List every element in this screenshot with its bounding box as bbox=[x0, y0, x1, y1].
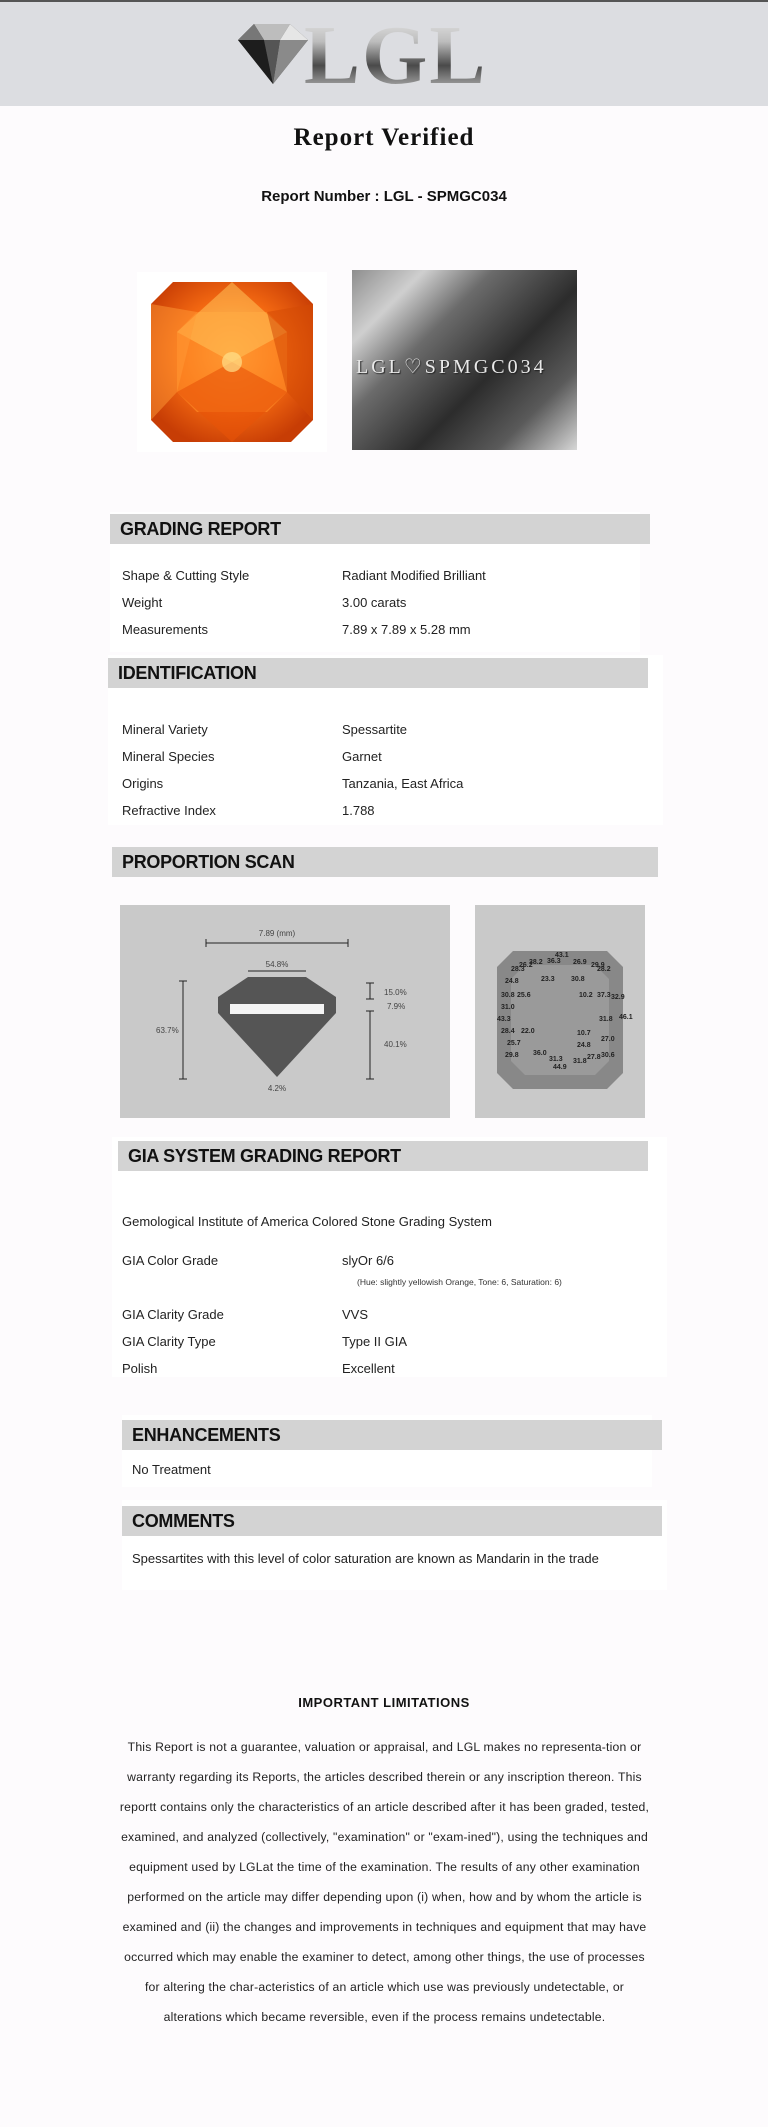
map-value: 29.8 bbox=[505, 1052, 519, 1059]
map-value: 32.9 bbox=[611, 994, 625, 1001]
limitations-text: This Report is not a guarantee, valuation or appraisal, and LGL makes no representa-tion or warranty regarding its Reports, the articles described therein or any inscription thereon. This reportt contains only the characteristics of an article described after it has been graded, tested, examined, and analyzed (collectively, "examination" or "exam-ined"), using the techniques and equipment used by LGLat the time of the examination. The results of any other examination performed on the article may differ depending upon (i) when, how and by whom the article is examined and (ii) the changes and improvements in techniques and equipment that may have occurred which may enable the examiner to detect, among other things, the use of processes for altering the char-acteristics of an article which use was previously undetectable, or alterations which became reversible, even if the process remains undetectable. bbox=[119, 1740, 650, 2024]
map-value: 36.3 bbox=[547, 958, 561, 965]
map-value: 23.3 bbox=[541, 976, 555, 983]
enhancements-text: No Treatment bbox=[132, 1462, 211, 1477]
gia-intro: Gemological Institute of America Colored Stone Grading System bbox=[122, 1214, 492, 1229]
culet-label: 4.2% bbox=[267, 1084, 287, 1093]
map-value: 10.2 bbox=[579, 992, 593, 999]
map-value: 30.8 bbox=[501, 992, 515, 999]
map-value: 38.2 bbox=[529, 959, 543, 966]
gem-photo bbox=[137, 272, 327, 452]
map-value: 43.1 bbox=[555, 952, 569, 959]
grading-report-heading: GRADING REPORT bbox=[110, 514, 650, 544]
map-value: 28.4 bbox=[501, 1028, 515, 1035]
map-value: 26.9 bbox=[573, 959, 587, 966]
map-value: 31.8 bbox=[573, 1058, 587, 1065]
map-value: 43.3 bbox=[497, 1016, 511, 1023]
identification-value-variety: Spessartite bbox=[342, 722, 408, 737]
gia-label-polish: Polish bbox=[122, 1361, 158, 1376]
identification-label-ri: Refractive Index bbox=[122, 803, 216, 818]
map-value: 44.9 bbox=[553, 1064, 567, 1071]
map-value: 31.3 bbox=[549, 1056, 563, 1063]
map-value: 24.8 bbox=[505, 978, 519, 985]
gia-label-clarity-type: GIA Clarity Type bbox=[122, 1334, 216, 1349]
report-number: Report Number : LGL - SPMGC034 bbox=[261, 188, 507, 205]
grading-value-weight: 3.00 carats bbox=[342, 595, 407, 610]
identification-label-variety: Mineral Variety bbox=[122, 722, 208, 737]
map-value: 22.0 bbox=[521, 1028, 535, 1035]
lgl-logo bbox=[232, 9, 492, 102]
limitations-heading: IMPORTANT LIMITATIONS bbox=[298, 1695, 470, 1710]
map-value: 31.0 bbox=[501, 1004, 515, 1011]
map-value: 10.7 bbox=[577, 1030, 591, 1037]
gia-heading: GIA SYSTEM GRADING REPORT bbox=[118, 1141, 648, 1171]
grading-label-measurements: Measurements bbox=[122, 622, 208, 637]
map-value: 27.8 bbox=[587, 1054, 601, 1061]
map-value: 31.8 bbox=[599, 1016, 613, 1023]
table-label: 54.8% bbox=[265, 960, 289, 969]
width-label: 7.89 (mm) bbox=[258, 929, 296, 938]
map-value: 30.6 bbox=[601, 1052, 615, 1059]
map-value: 27.0 bbox=[601, 1036, 615, 1043]
map-value: 29.9 bbox=[591, 962, 605, 969]
depth-label: 63.7% bbox=[156, 1026, 179, 1035]
gia-value-clarity-type: Type II GIA bbox=[342, 1334, 408, 1349]
map-value: 28.2 bbox=[597, 966, 611, 973]
diamond-logo-icon bbox=[232, 18, 314, 88]
crown-label: 15.0% bbox=[384, 988, 407, 997]
grading-value-shape: Radiant Modified Brilliant bbox=[342, 568, 486, 583]
comments-heading: COMMENTS bbox=[122, 1506, 662, 1536]
gia-value-clarity-grade: VVS bbox=[342, 1307, 369, 1322]
identification-value-origins: Tanzania, East Africa bbox=[342, 776, 464, 791]
map-value: 30.8 bbox=[571, 976, 585, 983]
map-value: 26.2 bbox=[519, 962, 533, 969]
gia-value-polish: Excellent bbox=[342, 1361, 395, 1376]
gia-color-note: (Hue: slightly yellowish Orange, Tone: 6, Saturation: 6) bbox=[357, 1277, 562, 1287]
proportion-map-diagram bbox=[475, 905, 645, 1118]
grading-label-weight: Weight bbox=[122, 595, 163, 610]
gia-label-color: GIA Color Grade bbox=[122, 1253, 219, 1268]
logo-text: LGL bbox=[304, 9, 488, 102]
gia-value-color: slyOr 6/6 bbox=[342, 1253, 395, 1268]
gia-label-clarity-grade: GIA Clarity Grade bbox=[122, 1307, 224, 1322]
map-value: 28.3 bbox=[511, 966, 525, 973]
identification-label-species: Mineral Species bbox=[122, 749, 215, 764]
map-value: 24.8 bbox=[577, 1042, 591, 1049]
identification-value-species: Garnet bbox=[342, 749, 382, 764]
map-value: 46.1 bbox=[619, 1014, 633, 1021]
pavilion-label: 40.1% bbox=[384, 1040, 407, 1049]
proportion-profile-diagram bbox=[120, 905, 450, 1118]
grading-value-measurements: 7.89 x 7.89 x 5.28 mm bbox=[342, 622, 471, 637]
inscription-text: LGL♡SPMGC034 bbox=[356, 356, 547, 378]
enhancements-heading: ENHANCEMENTS bbox=[122, 1420, 662, 1450]
girdle-label: 7.9% bbox=[387, 1002, 406, 1011]
map-value: 25.7 bbox=[507, 1040, 521, 1047]
map-value: 25.6 bbox=[517, 992, 531, 999]
grading-label-shape: Shape & Cutting Style bbox=[122, 568, 250, 583]
comments-text: Spessartites with this level of color saturation are known as Mandarin in the trade bbox=[132, 1551, 599, 1566]
inscription-photo bbox=[352, 270, 577, 450]
map-value: 36.0 bbox=[533, 1050, 547, 1057]
identification-value-ri: 1.788 bbox=[342, 803, 375, 818]
page-title: Report Verified bbox=[293, 124, 475, 151]
identification-heading: IDENTIFICATION bbox=[108, 658, 648, 688]
identification-label-origins: Origins bbox=[122, 776, 164, 791]
map-value: 37.3 bbox=[597, 992, 611, 999]
proportion-scan-heading: PROPORTION SCAN bbox=[112, 847, 658, 877]
